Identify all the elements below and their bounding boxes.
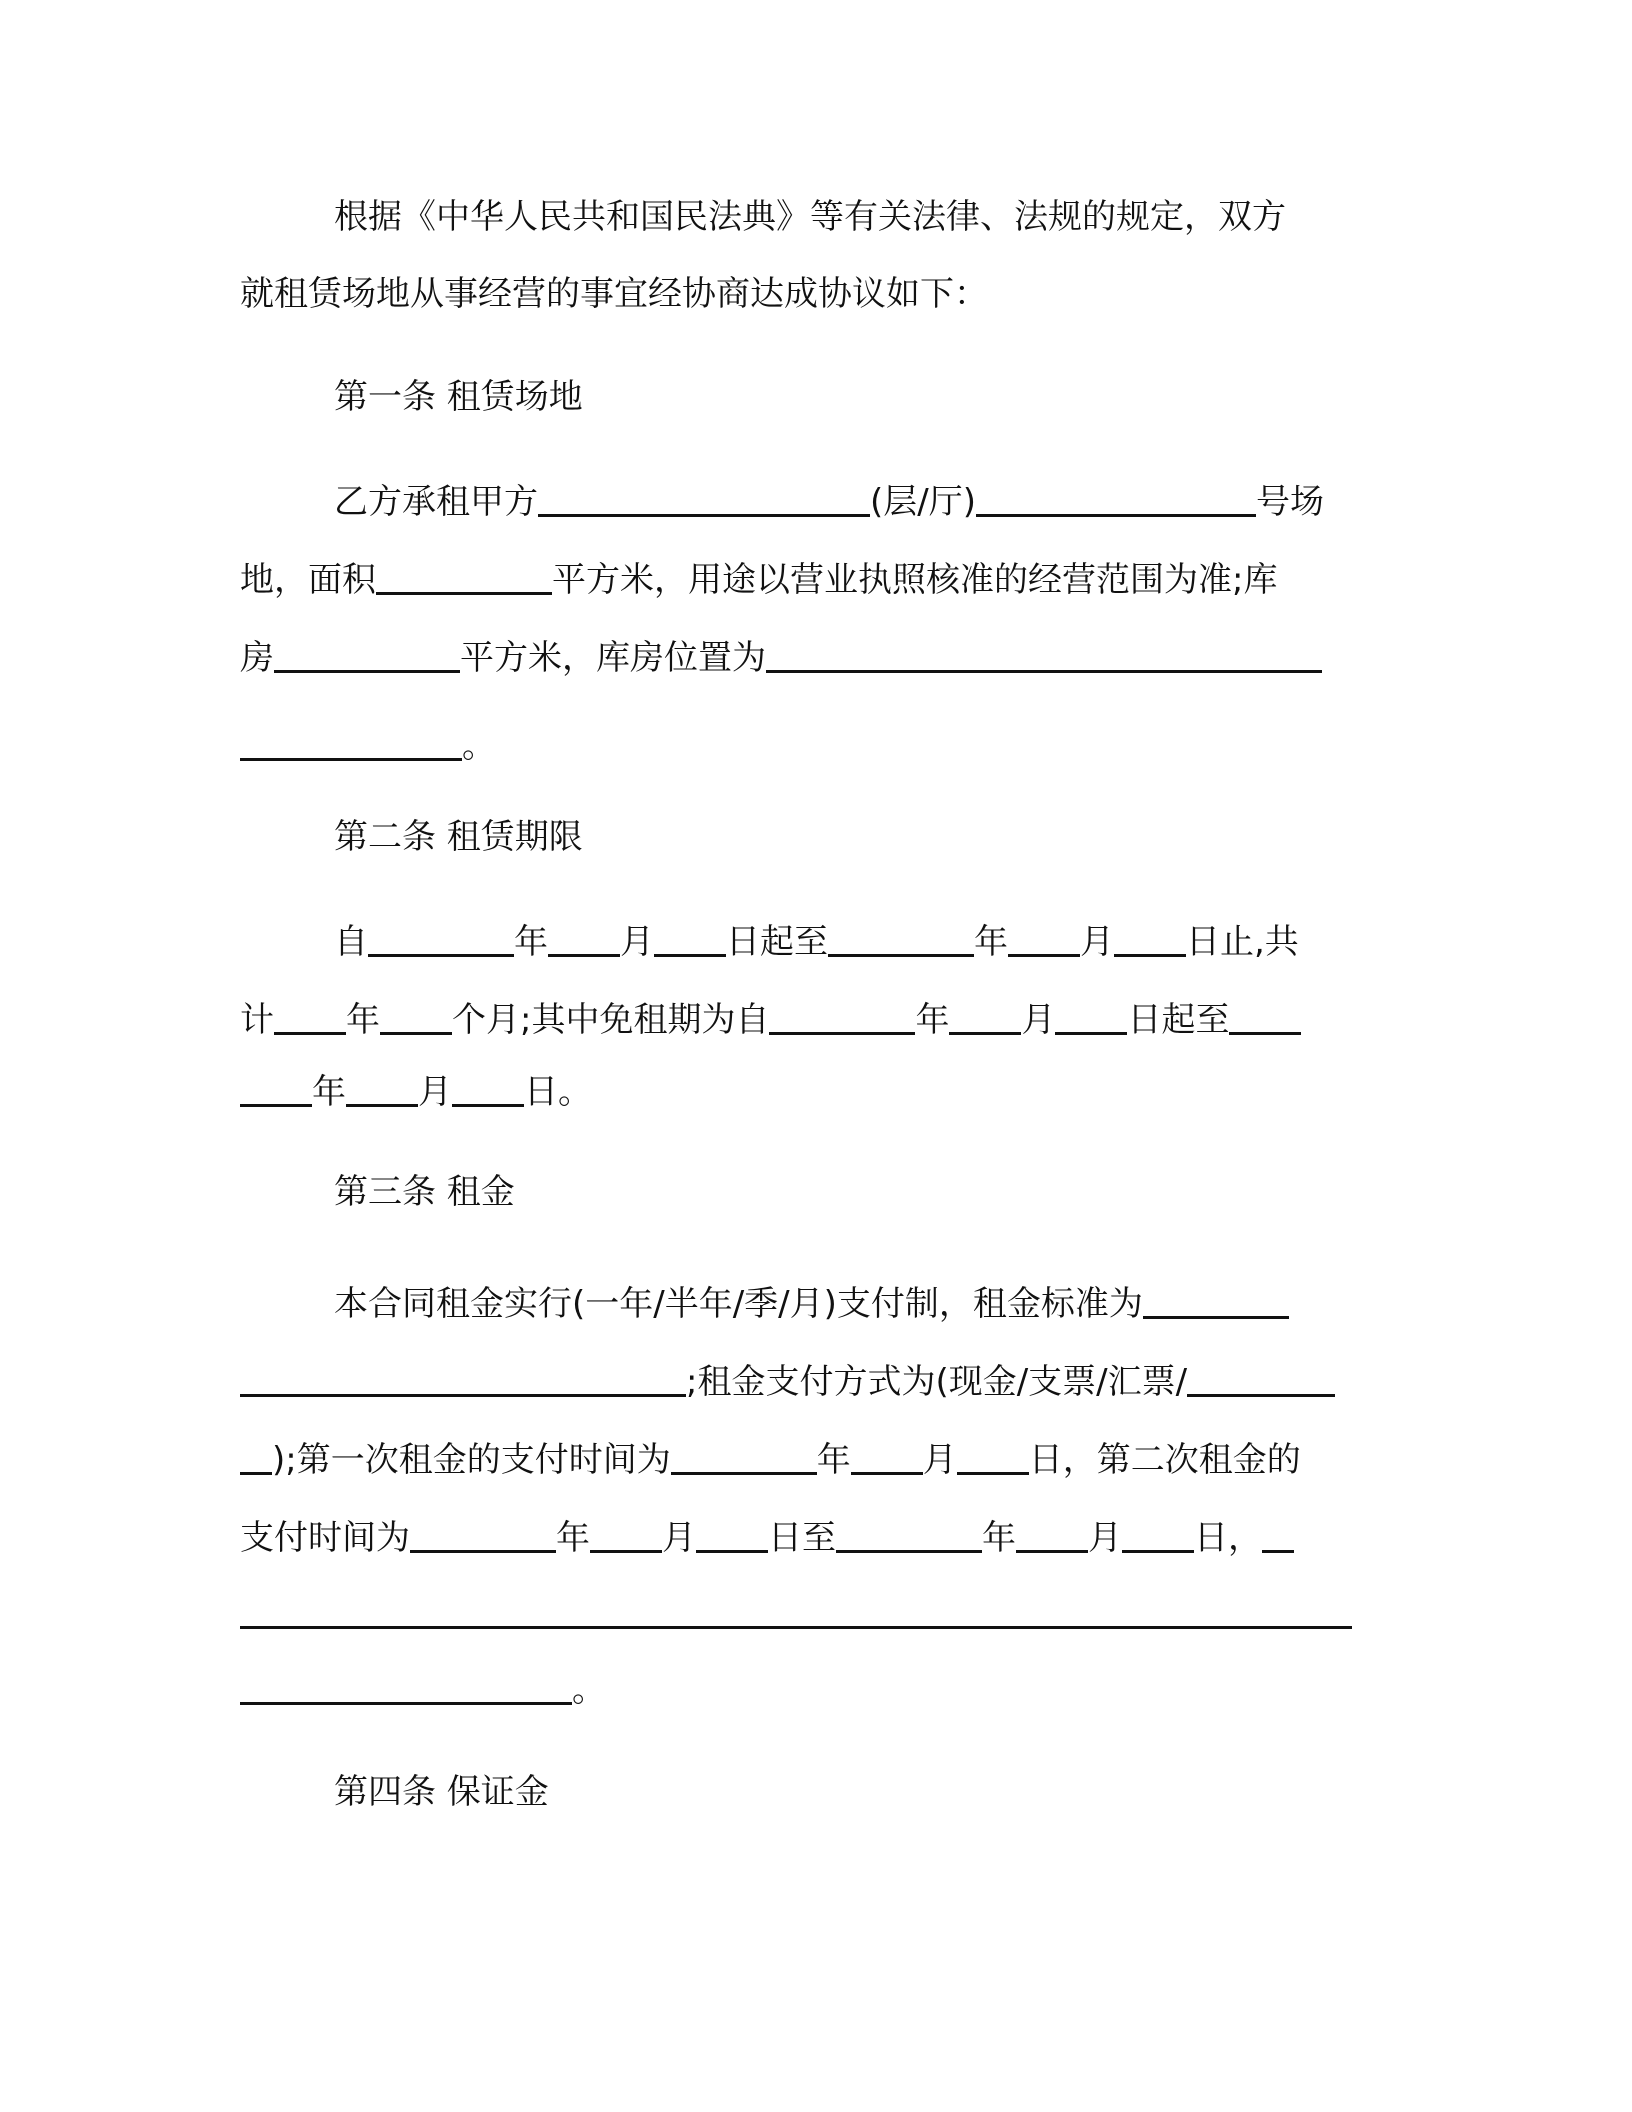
storage-location-blank[interactable] (766, 636, 1322, 673)
payment-method-blank[interactable] (1187, 1360, 1335, 1397)
text-segment: 年 (816, 1440, 851, 1480)
text-segment: 年 (514, 922, 548, 962)
text-segment: 日，第二次租金的 (1028, 1440, 1301, 1480)
article-3-line-4 (240, 1516, 1294, 1560)
article-2-line-1 (334, 920, 1299, 964)
payment-method-blank-cont[interactable] (240, 1438, 272, 1475)
free-start-month-blank[interactable] (949, 998, 1021, 1035)
intro-text-2: 就租赁场地从事经营的事宜经协商达成协议如下： (240, 274, 988, 314)
text-segment: (层/厅) (870, 482, 976, 522)
first-pay-day-blank[interactable] (957, 1438, 1029, 1475)
article-3-line-6 (240, 1668, 606, 1712)
article-1-line-3 (240, 636, 1322, 680)
end-month-blank[interactable] (1008, 920, 1080, 957)
article-3-title (334, 1170, 515, 1214)
text-segment: 自 (334, 922, 368, 962)
text-segment: 日起至 (726, 922, 828, 962)
text-segment: 月 (418, 1072, 452, 1112)
extra-terms-rule[interactable] (240, 1626, 1352, 1629)
text-segment: 月 (620, 922, 654, 962)
second-pay-start-day-blank[interactable] (696, 1516, 768, 1553)
start-year-blank[interactable] (368, 920, 514, 957)
text-segment: 日止,共 (1186, 922, 1299, 962)
text-segment: 计 (240, 1000, 274, 1040)
text-segment: 月 (1021, 1000, 1056, 1040)
venue-number-blank[interactable] (976, 480, 1256, 517)
text-segment: 年 (974, 922, 1008, 962)
second-pay-end-day-blank[interactable] (1122, 1516, 1194, 1553)
free-end-month-blank[interactable] (346, 1070, 418, 1107)
extra-terms-blank-cont[interactable] (240, 1668, 572, 1705)
storage-location-blank-cont[interactable] (240, 724, 462, 761)
text-segment: 月 (662, 1518, 696, 1558)
text-segment: 年 (312, 1072, 346, 1112)
second-pay-start-year-blank[interactable] (410, 1516, 556, 1553)
first-pay-year-blank[interactable] (671, 1438, 817, 1475)
text-segment: 日。 (524, 1072, 592, 1112)
text-segment: 。 (462, 726, 496, 766)
start-day-blank[interactable] (654, 920, 726, 957)
text-segment: 地，面积 (240, 560, 376, 600)
area-blank[interactable] (376, 558, 552, 595)
end-day-blank[interactable] (1114, 920, 1186, 957)
article-4-title (334, 1770, 549, 1814)
article-2-title-text: 第二条 租赁期限 (334, 817, 583, 857)
intro-line-2 (240, 272, 988, 316)
text-segment: 年 (556, 1518, 590, 1558)
total-months-blank[interactable] (380, 998, 452, 1035)
text-segment: ;租金支付方式为(现金/支票/汇票/ (686, 1362, 1188, 1402)
free-start-year-blank[interactable] (769, 998, 915, 1035)
second-pay-start-month-blank[interactable] (590, 1516, 662, 1553)
text-segment: 日， (1194, 1518, 1262, 1558)
text-segment: 月 (1080, 922, 1114, 962)
storage-area-blank[interactable] (274, 636, 460, 673)
text-segment: 。 (572, 1670, 606, 1710)
article-3-line-2 (240, 1360, 1335, 1404)
text-segment: 平方米，用途以营业执照核准的经营范围为准;库 (552, 560, 1278, 600)
rent-standard-blank-cont[interactable] (240, 1360, 686, 1397)
first-pay-month-blank[interactable] (851, 1438, 923, 1475)
free-start-day-blank[interactable] (1055, 998, 1127, 1035)
floor-blank[interactable] (538, 480, 870, 517)
text-segment: 年 (346, 1000, 380, 1040)
total-years-blank[interactable] (274, 998, 346, 1035)
article-1-title (334, 375, 583, 419)
text-segment: 日起至 (1127, 1000, 1230, 1040)
text-segment: 本合同租金实行(一年/半年/季/月)支付制，租金标准为 (334, 1284, 1143, 1324)
text-segment: 个月;其中免租期为自 (452, 1000, 770, 1040)
intro-text-1: 根据《中华人民共和国民法典》等有关法律、法规的规定，双方 (334, 197, 1286, 237)
free-end-year-blank[interactable] (1229, 998, 1301, 1035)
article-4-title-text: 第四条 保证金 (334, 1772, 549, 1812)
text-segment: 年 (915, 1000, 950, 1040)
article-2-title (334, 815, 583, 859)
intro-line-1 (334, 195, 1286, 239)
text-segment: 平方米，库房位置为 (460, 638, 766, 678)
article-3-line-1 (334, 1282, 1289, 1326)
text-segment: 支付时间为 (240, 1518, 410, 1558)
second-pay-end-year-blank[interactable] (836, 1516, 982, 1553)
text-segment: 月 (1088, 1518, 1122, 1558)
text-segment: 月 (922, 1440, 957, 1480)
text-segment: 日至 (768, 1518, 836, 1558)
second-pay-end-month-blank[interactable] (1016, 1516, 1088, 1553)
extra-terms-blank[interactable] (1262, 1516, 1294, 1553)
article-2-line-2 (240, 998, 1301, 1042)
article-3-title-text: 第三条 租金 (334, 1172, 515, 1212)
article-1-line-1 (334, 480, 1324, 524)
article-2-line-3 (240, 1070, 592, 1114)
text-segment: );第一次租金的支付时间为 (272, 1440, 671, 1480)
text-segment: 号场 (1255, 482, 1324, 522)
article-1-line-2 (240, 558, 1277, 602)
text-segment: 年 (982, 1518, 1016, 1558)
free-end-year-blank-cont[interactable] (240, 1070, 312, 1107)
article-3-line-3 (240, 1438, 1301, 1482)
article-1-title-text: 第一条 租赁场地 (334, 377, 583, 417)
free-end-day-blank[interactable] (452, 1070, 524, 1107)
rent-standard-blank[interactable] (1143, 1282, 1289, 1319)
start-month-blank[interactable] (548, 920, 620, 957)
text-segment: 房 (240, 638, 274, 678)
end-year-blank[interactable] (828, 920, 974, 957)
text-segment: 乙方承租甲方 (334, 482, 538, 522)
article-1-line-4 (240, 724, 496, 768)
